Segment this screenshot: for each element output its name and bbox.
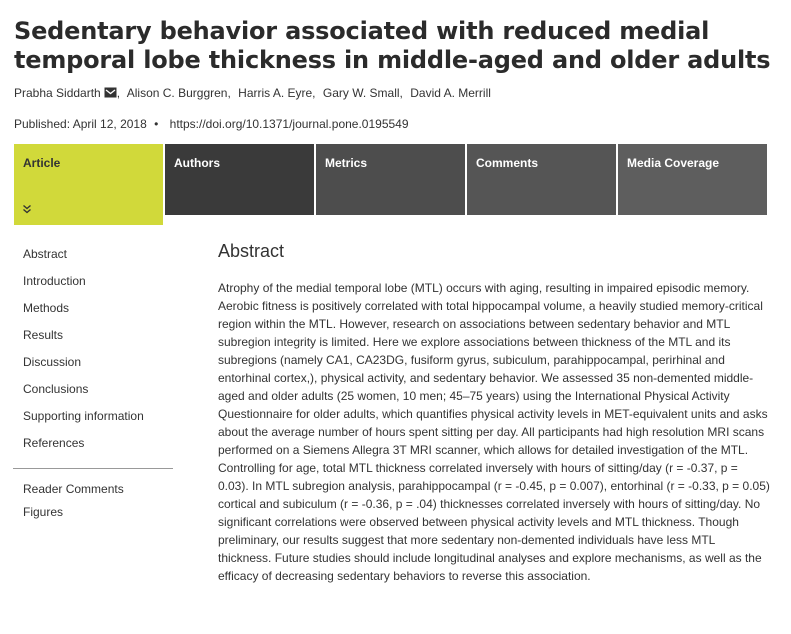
nav-item-reader-comments[interactable]: Reader Comments xyxy=(23,482,124,496)
nav-item-figures[interactable]: Figures xyxy=(23,505,64,519)
author-link[interactable]: Harris A. Eyre, xyxy=(238,86,316,100)
tab-label: Article xyxy=(23,156,61,170)
section-nav xyxy=(23,246,144,462)
abstract-text: Atrophy of the medial temporal lobe (MTL) occurs with aging, resulting in impaired episodic memory. Aerobic fitness is positively correlated with total hippocampal volume, a heavily studied memory-critical region within the MTL. However, research on associations between sedentary behavior and MTL subregion integrity is limited. Here we explore associations between thickness of the MTL and its subregions (namely CA1, CA23DG, fusiform gyrus, subiculum, parahippocampal, perirhinal and entorhinal cortex,), physical activity, and sedentary behavior. We assessed 35 non-demented middle-aged and older adults (25 women, 10 men; 45–75 years) using the International Physical Activity Questionnaire for older adults, which quantifies physical activity levels in MET-equivalent units and asks about the average number of hours spent sitting per day. All participants had high resolution MRI scans performed on a Siemens Allegra 3T MRI scanner, which allows for detailed investigation of the MTL. Controlling for age, total MTL thickness correlated inversely with hours of sitting/day (r = -0.37, p = 0.03). In MTL subregion analysis, parahippocampal (r = -0.45, p = 0.007), entorhinal (r = -0.33, p = 0.05) cortical and subiculum (r = -0.36, p = .04) thicknesses correlated inversely with hours of sitting/day. No significant correlations were observed between physical activity levels and MTL thickness. Though preliminary, our results suggest that more sedentary non-demented individuals have less MTL thickness. Future studies should include longitudinal analyses and explore mechanisms, as well as the efficacy of decreasing sedentary behaviors to reverse this association. xyxy=(218,281,770,583)
nav-divider xyxy=(13,468,173,469)
tab-label: Media Coverage xyxy=(627,156,720,170)
author-link[interactable] xyxy=(410,86,491,100)
nav-item-results[interactable]: Results xyxy=(23,328,64,342)
extras-nav xyxy=(23,481,124,527)
nav-item-conclusions[interactable]: Conclusions xyxy=(23,382,89,396)
doi-link[interactable]: https://doi.org/10.1371/journal.pone.0195549 xyxy=(169,117,409,131)
article-title: Sedentary behavior associated with reduced medial temporal lobe thickness in middle-aged and older adults xyxy=(14,17,771,74)
tab-label: Comments xyxy=(476,156,539,170)
nav-item-discussion[interactable]: Discussion xyxy=(23,355,82,369)
author-name[interactable]: Prabha Siddarth xyxy=(14,86,101,100)
author-list xyxy=(14,86,495,100)
tab-authors[interactable] xyxy=(165,144,314,215)
tab-label: Authors xyxy=(174,156,220,170)
nav-item-methods[interactable]: Methods xyxy=(23,301,70,315)
author-link[interactable]: Prabha Siddarth , xyxy=(14,86,121,100)
tab-media-coverage[interactable] xyxy=(618,144,767,215)
tab-metrics[interactable] xyxy=(316,144,465,215)
mail-icon[interactable] xyxy=(104,87,117,98)
publication-info xyxy=(14,117,409,131)
nav-item-references[interactable]: References xyxy=(23,436,85,450)
chevron-double-down-icon xyxy=(22,204,32,214)
tab-comments[interactable] xyxy=(467,144,616,215)
tab-article[interactable] xyxy=(14,144,163,225)
author-link[interactable]: Alison C. Burggren, xyxy=(126,86,231,100)
nav-item-abstract[interactable]: Abstract xyxy=(23,247,68,261)
nav-item-supporting-information[interactable]: Supporting information xyxy=(23,409,144,423)
separator-bullet: • xyxy=(154,117,159,131)
author-name[interactable]: Harris A. Eyre xyxy=(238,86,313,100)
author-link[interactable]: Gary W. Small, xyxy=(322,86,403,100)
abstract-heading: Abstract xyxy=(218,241,285,261)
author-name[interactable]: Gary W. Small xyxy=(322,86,400,100)
author-name[interactable]: Alison C. Burggren xyxy=(126,86,228,100)
author-name[interactable]: David A. Merrill xyxy=(410,86,491,100)
published-date: Published: April 12, 2018 xyxy=(14,117,147,131)
tab-label: Metrics xyxy=(325,156,368,170)
nav-item-introduction[interactable]: Introduction xyxy=(23,274,86,288)
